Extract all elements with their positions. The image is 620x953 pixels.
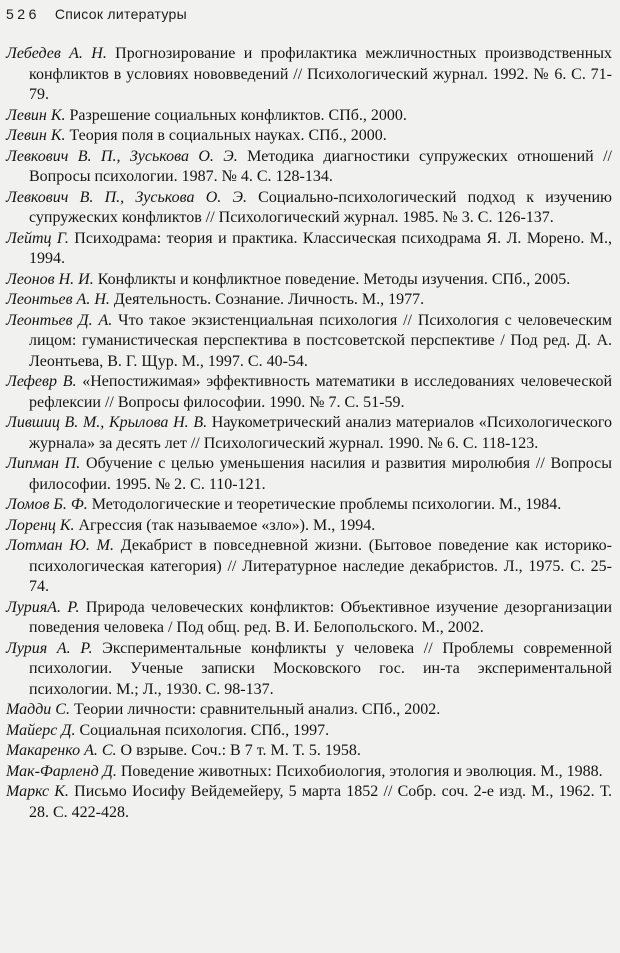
bibliography-entry	[6, 700, 612, 721]
entry-text: «Непостижимая» эффективность математики в исследованиях человеческой рефлексии // Вопросы философии. 1990. № 7. С. 51-59.	[29, 373, 612, 411]
entry-text: О взрыве. Соч.: В 7 т. М. Т. 5. 1958.	[116, 742, 361, 759]
entry-text: Разрешение социальных конфликтов. СПб., 2000.	[65, 106, 407, 124]
entry-text: Природа человеческих конфликтов: Объективное изучение дезорганизации поведения человека / Под общ. ред. В. И. Белопольского. М., 2002.	[29, 598, 613, 636]
entry-author: Левин К.	[6, 127, 66, 144]
running-header-title: Список литературы	[54, 6, 187, 22]
entry-author: Леонтьев А. Н.	[6, 291, 110, 308]
entry-text: Деятельность. Сознание. Личность. М., 1977.	[109, 291, 425, 308]
entry-author: Мак-Фарленд Д.	[6, 762, 117, 780]
entry-text: Теория поля в социальных науках. СПб., 2000.	[65, 127, 387, 144]
entry-author: Левкович В. П., Зуськова О. Э.	[6, 147, 238, 165]
entry-author: Лоренц К.	[6, 516, 75, 534]
bibliography-entry	[6, 290, 612, 311]
bibliography-entry	[6, 188, 612, 229]
entry-author: Макаренко А. С.	[6, 742, 117, 759]
bibliography-entry	[6, 536, 612, 598]
entry-author: Мадди С.	[6, 701, 70, 718]
entry-text: Агрессия (так называемое «зло»). М., 1994.	[74, 516, 376, 534]
entry-author: Лотман Ю. М.	[6, 537, 114, 554]
entry-author: Левин К.	[6, 106, 66, 124]
bibliography-entry	[6, 741, 612, 762]
entry-text: Методологические и теоретические проблемы психологии. М., 1984.	[87, 496, 562, 513]
entry-author: Липман П.	[6, 455, 81, 472]
bibliography-entry	[6, 782, 612, 823]
bibliography-entry	[6, 639, 612, 701]
bibliography-entry	[6, 372, 612, 413]
entry-text: Что такое экзистенциальная психология // Психология с человеческим лицом: гуманистическая перспектива в постсоветской перспективе / Под ред. Д. А. Леонтьева, В. Г. Щур. М., 1997. С. 40-54.	[29, 311, 613, 370]
entry-author: Леонтьев Д. А.	[6, 311, 113, 329]
bibliography-entry	[6, 147, 612, 188]
entry-text: Письмо Иосифу Вейдемейеру, 5 марта 1852 // Собр. соч. 2-е изд. М., 1962. Т. 28. С. 422-428.	[29, 783, 613, 821]
entry-author: Лебедев А. Н.	[6, 45, 107, 62]
entry-author: Лейтц Г.	[6, 229, 69, 247]
entry-author: Левкович В. П., Зуськова О. Э.	[6, 188, 247, 206]
entry-text: Теории личности: сравнительный анализ. СПб., 2002.	[69, 701, 441, 718]
bibliography-entry	[6, 229, 612, 270]
entry-author: Лившиц В. М., Крылова Н. В.	[6, 414, 208, 431]
bibliography-entry	[6, 106, 612, 127]
bibliography-entry	[6, 516, 612, 537]
entry-text: Социально-психологический подход к изучению супружеских конфликтов // Психологический журнал. 1985. № 3. С. 126-137.	[29, 188, 612, 226]
bibliography-entry	[6, 721, 612, 742]
page-number: 526	[6, 6, 40, 22]
entry-text: Декабрист в повседневной жизни. (Бытовое поведение как историко-психологическая категория) // Литературное наследие декабристов. Л., 1975. С. 25-74.	[29, 537, 613, 595]
entry-author: Маркс К.	[6, 783, 69, 800]
bibliography-entry	[6, 126, 612, 147]
entry-text: Обучение с целью уменьшения насилия и развития миролюбия // Вопросы философии. 1995. № 2. С. 110-121.	[29, 455, 612, 493]
entry-author: Лурия А. Р.	[6, 639, 93, 657]
bibliography-entry	[6, 454, 612, 495]
entry-author: Ломов Б. Ф.	[6, 496, 88, 513]
entry-text: Поведение животных: Психобиология, этология и эволюция. М., 1988.	[116, 762, 603, 780]
entry-text: Конфликты и конфликтное поведение. Методы изучения. СПб., 2005.	[93, 270, 571, 288]
bibliography-list	[6, 44, 612, 823]
entry-text: Наукометрический анализ материалов «Психологического журнала» за десять лет // Психологический журнал. 1990. № 6. С. 118-123.	[29, 414, 613, 452]
bibliography-entry	[6, 413, 612, 454]
entry-text: Экспериментальные конфликты у человека // Проблемы современной психологии. Ученые записки Московского гос. ин-та экспериментальной психологии. М.; Л., 1930. С. 98-137.	[29, 639, 613, 698]
bibliography-entry	[6, 44, 612, 106]
bibliography-entry	[6, 762, 612, 783]
running-header	[6, 6, 612, 23]
entry-text: Психодрама: теория и практика. Классическая психодрама Я. Л. Морено. М., 1994.	[29, 229, 612, 267]
entry-author: Лефевр В.	[6, 373, 77, 390]
bibliography-entry	[6, 270, 612, 291]
entry-text: Социальная психология. СПб., 1997.	[75, 721, 330, 739]
entry-author: Леонов Н. И.	[6, 270, 94, 288]
bibliography-entry	[6, 311, 612, 373]
entry-text: Методика диагностики супружеских отношений // Вопросы психологии. 1987. № 4. С. 128-134.	[29, 147, 613, 185]
bibliography-entry	[6, 598, 612, 639]
entry-author: ЛурияА. Р.	[6, 598, 80, 616]
entry-author: Майерс Д.	[6, 721, 76, 739]
bibliography-entry	[6, 495, 612, 516]
entry-text: Прогнозирование и профилактика межличностных производственных конфликтов в условиях нововведений // Психологический журнал. 1992. № 6. С. 71-79.	[29, 45, 613, 103]
